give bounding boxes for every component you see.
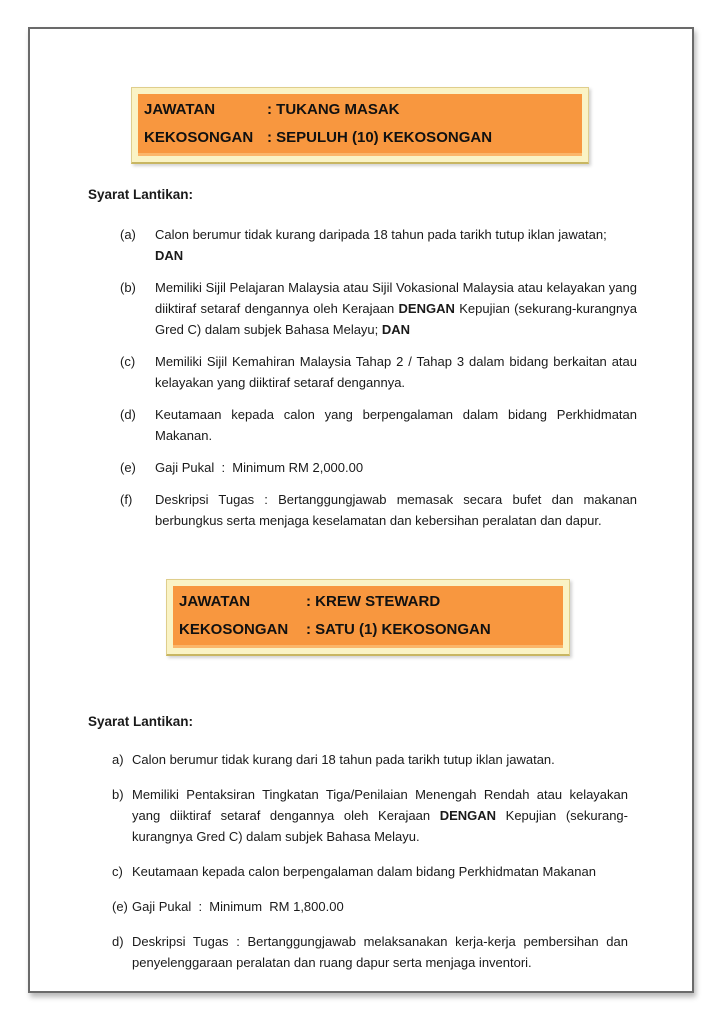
requirement-item: [120, 351, 692, 393]
requirement-item: [112, 784, 692, 847]
item-text: Keutamaan kepada calon berpengalaman dalam bidang Perkhidmatan Makanan: [132, 864, 596, 879]
job2-banner-inner: [173, 586, 563, 648]
job1-jawatan-label: JAWATAN: [144, 101, 216, 118]
item-text: Memiliki Sijil Kemahiran Malaysia Tahap 2 / Tahap 3 dalam bidang berkaitan atau kelayakan yang diiktiraf setaraf dengannya.: [155, 354, 637, 390]
item-text: Calon berumur tidak kurang daripada 18 tahun pada tarikh tutup iklan jawatan; DAN: [155, 227, 607, 263]
job1-title-banner: [131, 87, 589, 164]
job1-requirements-list: [120, 224, 692, 531]
requirement-item: [112, 749, 692, 770]
item-text: Calon berumur tidak kurang dari 18 tahun pada tarikh tutup iklan jawatan.: [132, 752, 555, 767]
requirement-item: [120, 277, 692, 340]
item-label: (b): [120, 280, 136, 295]
requirement-item: [120, 489, 692, 531]
item-label: (c): [120, 354, 136, 369]
job2-jawatan-row: [179, 588, 555, 616]
item-label: b): [112, 787, 124, 802]
requirement-item: [112, 896, 692, 917]
requirement-item: [120, 404, 692, 446]
job1-kekosongan-value: : SEPULUH (10) KEKOSONGAN: [267, 129, 493, 146]
item-text: Memiliki Pentaksiran Tingkatan Tiga/Penilaian Menengah Rendah atau kelayakan yang diiktiraf setaraf dengannya oleh Kerajaan DENGAN Kepujian (sekurang-kurangnya Gred C) dalam subjek Bahasa Melayu.: [132, 787, 628, 844]
job2-requirements-heading: Syarat Lantikan:: [88, 714, 194, 729]
item-label: (e): [112, 899, 128, 914]
job2-jawatan-label: JAWATAN: [179, 593, 251, 610]
item-text: Memiliki Sijil Pelajaran Malaysia atau Sijil Vokasional Malaysia atau kelayakan yang diiktiraf setaraf dengannya oleh Kerajaan DENGAN Kepujian (sekurang-kurangnya Gred C) dalam subjek Bahasa Melayu; DAN: [155, 280, 637, 337]
job1-kekosongan-row: [144, 124, 574, 152]
item-text: Keutamaan kepada calon yang berpengalaman dalam bidang Perkhidmatan Makanan.: [155, 407, 637, 443]
item-text: Deskripsi Tugas : Bertanggungjawab memasak secara bufet dan makanan berbungkus serta menjaga keselamatan dan kebersihan peralatan dan dapur.: [155, 492, 637, 528]
item-label: (a): [120, 227, 136, 242]
item-text: Gaji Pukal : Minimum RM 1,800.00: [132, 899, 344, 914]
item-label: d): [112, 934, 124, 949]
job1-jawatan-row: [144, 96, 574, 124]
requirement-item: [112, 861, 692, 882]
job2-requirements-list: [112, 749, 692, 973]
document-page: [28, 27, 694, 993]
job2-kekosongan-value: : SATU (1) KEKOSONGAN: [306, 621, 491, 638]
requirement-item: [120, 224, 692, 266]
item-label: (d): [120, 407, 136, 422]
item-text: Deskripsi Tugas : Bertanggungjawab melaksanakan kerja-kerja pembersihan dan penyelenggaraan peralatan dan ruang dapur serta menjaga inventori.: [132, 934, 628, 970]
item-label: (f): [120, 492, 133, 507]
job2-title-banner: [166, 579, 570, 656]
job2-kekosongan-label: KEKOSONGAN: [179, 621, 289, 638]
job1-banner-inner: [138, 94, 582, 156]
requirement-item: [120, 457, 692, 478]
item-label: a): [112, 752, 124, 767]
item-label: (e): [120, 460, 136, 475]
job1-kekosongan-label: KEKOSONGAN: [144, 129, 254, 146]
item-text: Gaji Pukal : Minimum RM 2,000.00: [155, 460, 364, 475]
job1-requirements-heading: Syarat Lantikan:: [88, 187, 194, 202]
job2-jawatan-value: : KREW STEWARD: [306, 593, 441, 610]
job2-kekosongan-row: [179, 616, 555, 644]
item-label: c): [112, 864, 123, 879]
requirement-item: [112, 931, 692, 973]
job1-jawatan-value: : TUKANG MASAK: [267, 101, 400, 118]
